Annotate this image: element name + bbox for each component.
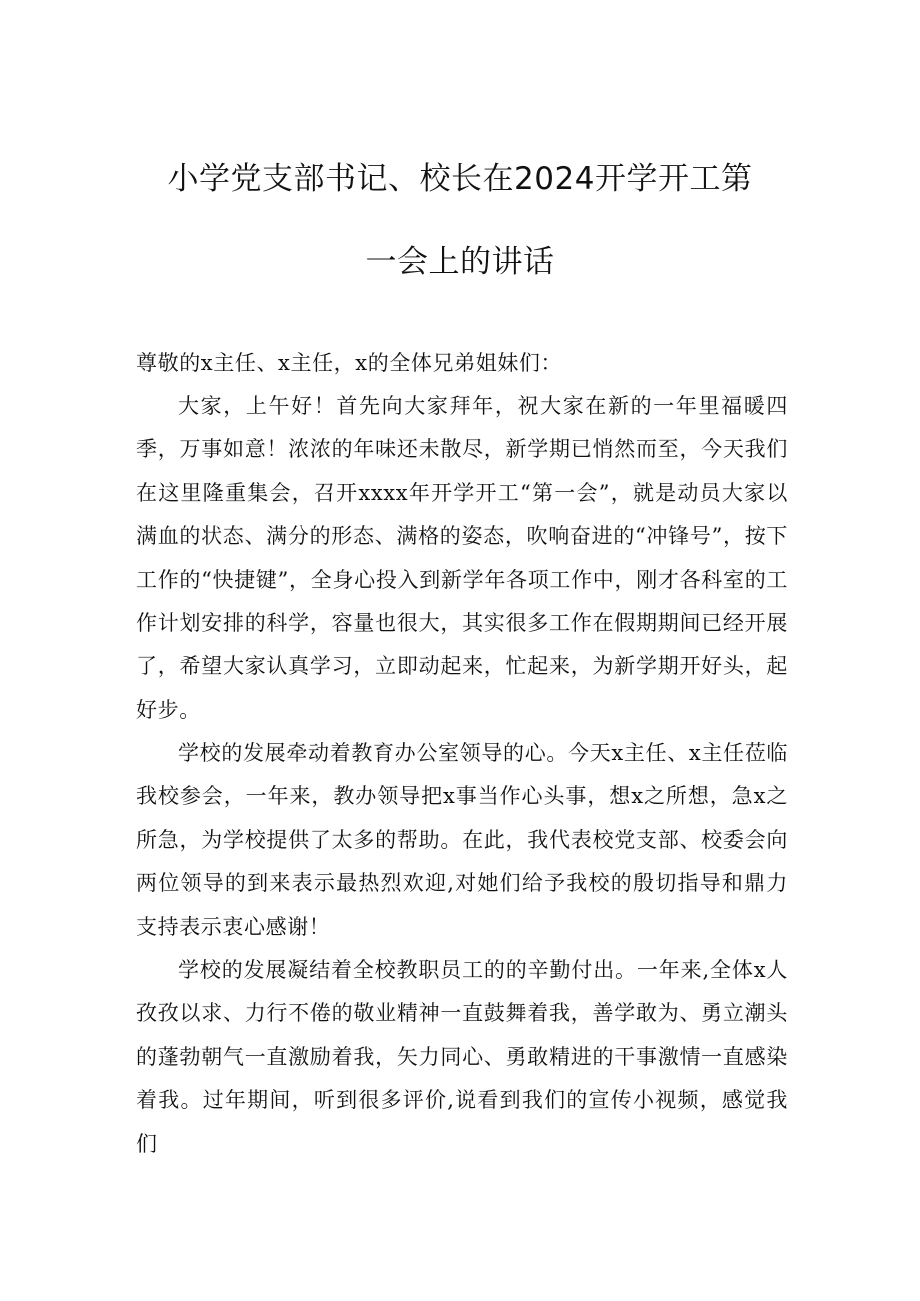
document-title-line-2: 一会上的讲话 <box>365 244 555 280</box>
salutation: 尊敬的x主任、x主任，x的全体兄弟姐妹们： <box>136 351 563 375</box>
document-title-line-1: 小学党支部书记、校长在2024开学开工第 <box>167 161 753 197</box>
paragraph-1: 大家，上午好！首先向大家拜年，祝大家在新的一年里福暖四季，万事如意！浓浓的年味还未散尽，新学期已悄然而至，今天我们在这里隆重集会，召开xxxx年开学开工“第一会”，就是动员大家以满血的状态、满分的形态、满格的姿态，吹响奋进的“冲锋号”，按下工作的“快捷键”，全身心投入到新学年各项工作中，刚才各科室的工作计划安排的科学，容量也很大，其实很多工作在假期期间已经开展了，希望大家认真学习，立即动起来，忙起来，为新学期开好头，起好步。 <box>136 394 788 722</box>
paragraph-2: 学校的发展牵动着教育办公室领导的心。今天x主任、x主任莅临我校参会，一年来，教办领导把x事当作心头事，想x之所想，急x之所急，为学校提供了太多的帮助。在此，我代表校党支部、校委会向两位领导的到来表示最热烈欢迎,对她们给予我校的殷切指导和鼎力支持表示衷心感谢！ <box>136 741 788 939</box>
paragraph-3: 学校的发展凝结着全校教职员工的的辛勤付出。一年来,全体x人孜孜以求、力行不倦的敬业精神一直鼓舞着我，善学敢为、勇立潮头的蓬勃朝气一直激励着我，矢力同心、勇敢精进的干事激情一直感染着我。过年期间，听到很多评价,说看到我们的宣传小视频，感觉我们 <box>136 958 788 1156</box>
